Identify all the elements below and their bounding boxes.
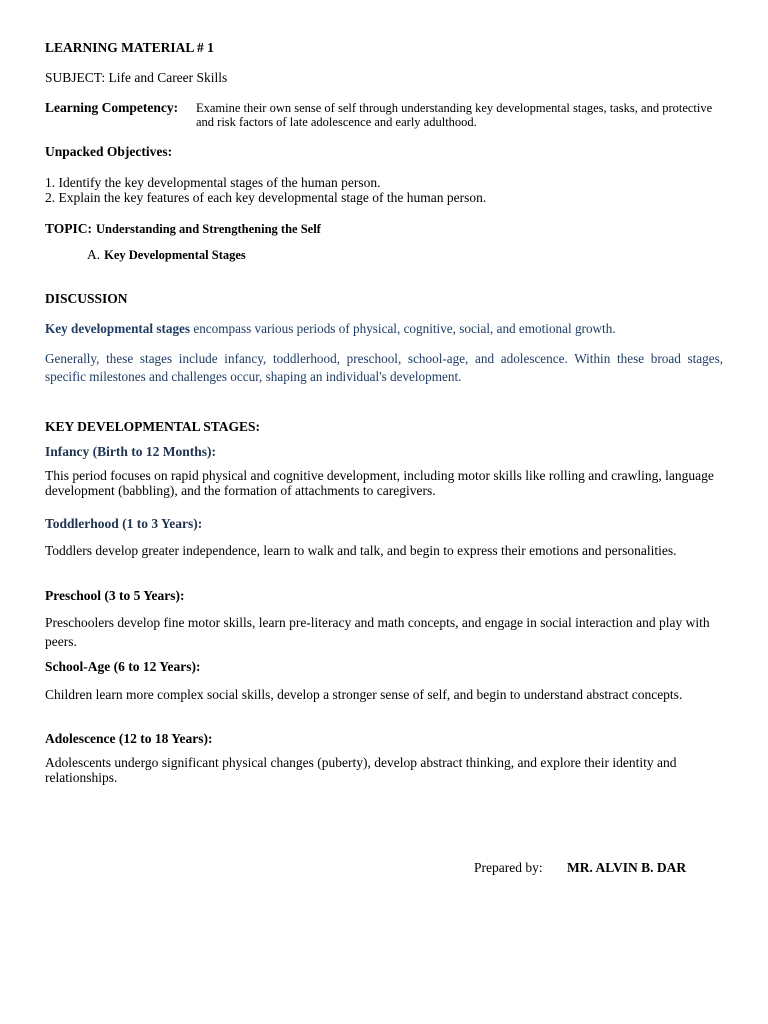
discussion-heading: DISCUSSION xyxy=(45,291,128,306)
subject-label: SUBJECT: xyxy=(45,70,106,85)
stage-text-infancy: This period focuses on rapid physical and cognitive development, including motor skills like rolling and crawling, language development (babbling), and the formation of attachments to caregivers. xyxy=(45,468,714,498)
topic-value: Understanding and Strengthening the Self xyxy=(96,222,321,236)
subtopic-line xyxy=(87,246,246,264)
objective-item-2: 2. Explain the key features of each key developmental stage of the human person. xyxy=(45,190,487,205)
stage-title-adolescence: Adolescence (12 to 18 Years): xyxy=(45,731,213,746)
topic-line xyxy=(45,220,321,238)
stage-title-school-age: School-Age (6 to 12 Years): xyxy=(45,659,201,674)
competency-text: Examine their own sense of self through understanding key developmental stages, tasks, and protective and risk factors of late adolescence and early adulthood. xyxy=(196,101,713,129)
stage-title-infancy: Infancy (Birth to 12 Months): xyxy=(45,444,216,459)
stage-text-adolescence: Adolescents undergo significant physical changes (puberty), develop abstract thinking, and explore their identity and relationships. xyxy=(45,755,677,785)
stage-title-toddlerhood: Toddlerhood (1 to 3 Years): xyxy=(45,516,203,531)
stage-text-preschool: Preschoolers develop fine motor skills, learn pre-literacy and math concepts, and engage in social interaction and play with peers. xyxy=(45,615,710,649)
stage-text-toddlerhood: Toddlers develop greater independence, learn to walk and talk, and begin to express their emotions and personalities. xyxy=(45,543,677,558)
objectives-heading: Unpacked Objectives: xyxy=(45,144,173,159)
discussion-paragraph-1 xyxy=(45,321,735,336)
subject-value: Life and Career Skills xyxy=(108,70,228,85)
discussion-term: Key developmental stages xyxy=(45,321,191,336)
subtopic-marker: A. xyxy=(87,247,101,262)
stage-text-school-age: Children learn more complex social skills, develop a stronger sense of self, and begin to understand abstract concepts. xyxy=(45,687,683,702)
discussion-definition: encompass various periods of physical, cognitive, social, and emotional growth. xyxy=(190,321,616,336)
subtopic-value: Key Developmental Stages xyxy=(104,248,246,262)
competency-label: Learning Competency: xyxy=(45,100,179,115)
document-title: LEARNING MATERIAL # 1 xyxy=(45,40,214,55)
stage-title-preschool: Preschool (3 to 5 Years): xyxy=(45,588,185,603)
prepared-by-label: Prepared by: xyxy=(474,860,543,875)
prepared-by-name: MR. ALVIN B. DAR xyxy=(567,860,687,875)
stages-heading: KEY DEVELOPMENTAL STAGES: xyxy=(45,419,261,434)
subject-line xyxy=(45,70,227,85)
objective-item-1: 1. Identify the key developmental stages of the human person. xyxy=(45,175,381,190)
topic-label: TOPIC: xyxy=(45,221,93,236)
discussion-paragraph-2: Generally, these stages include infancy, toddlerhood, preschool, school-age, and adolescence. Within these broad stages, specific milestones and challenges occur, shaping an individual's development. xyxy=(45,351,723,384)
